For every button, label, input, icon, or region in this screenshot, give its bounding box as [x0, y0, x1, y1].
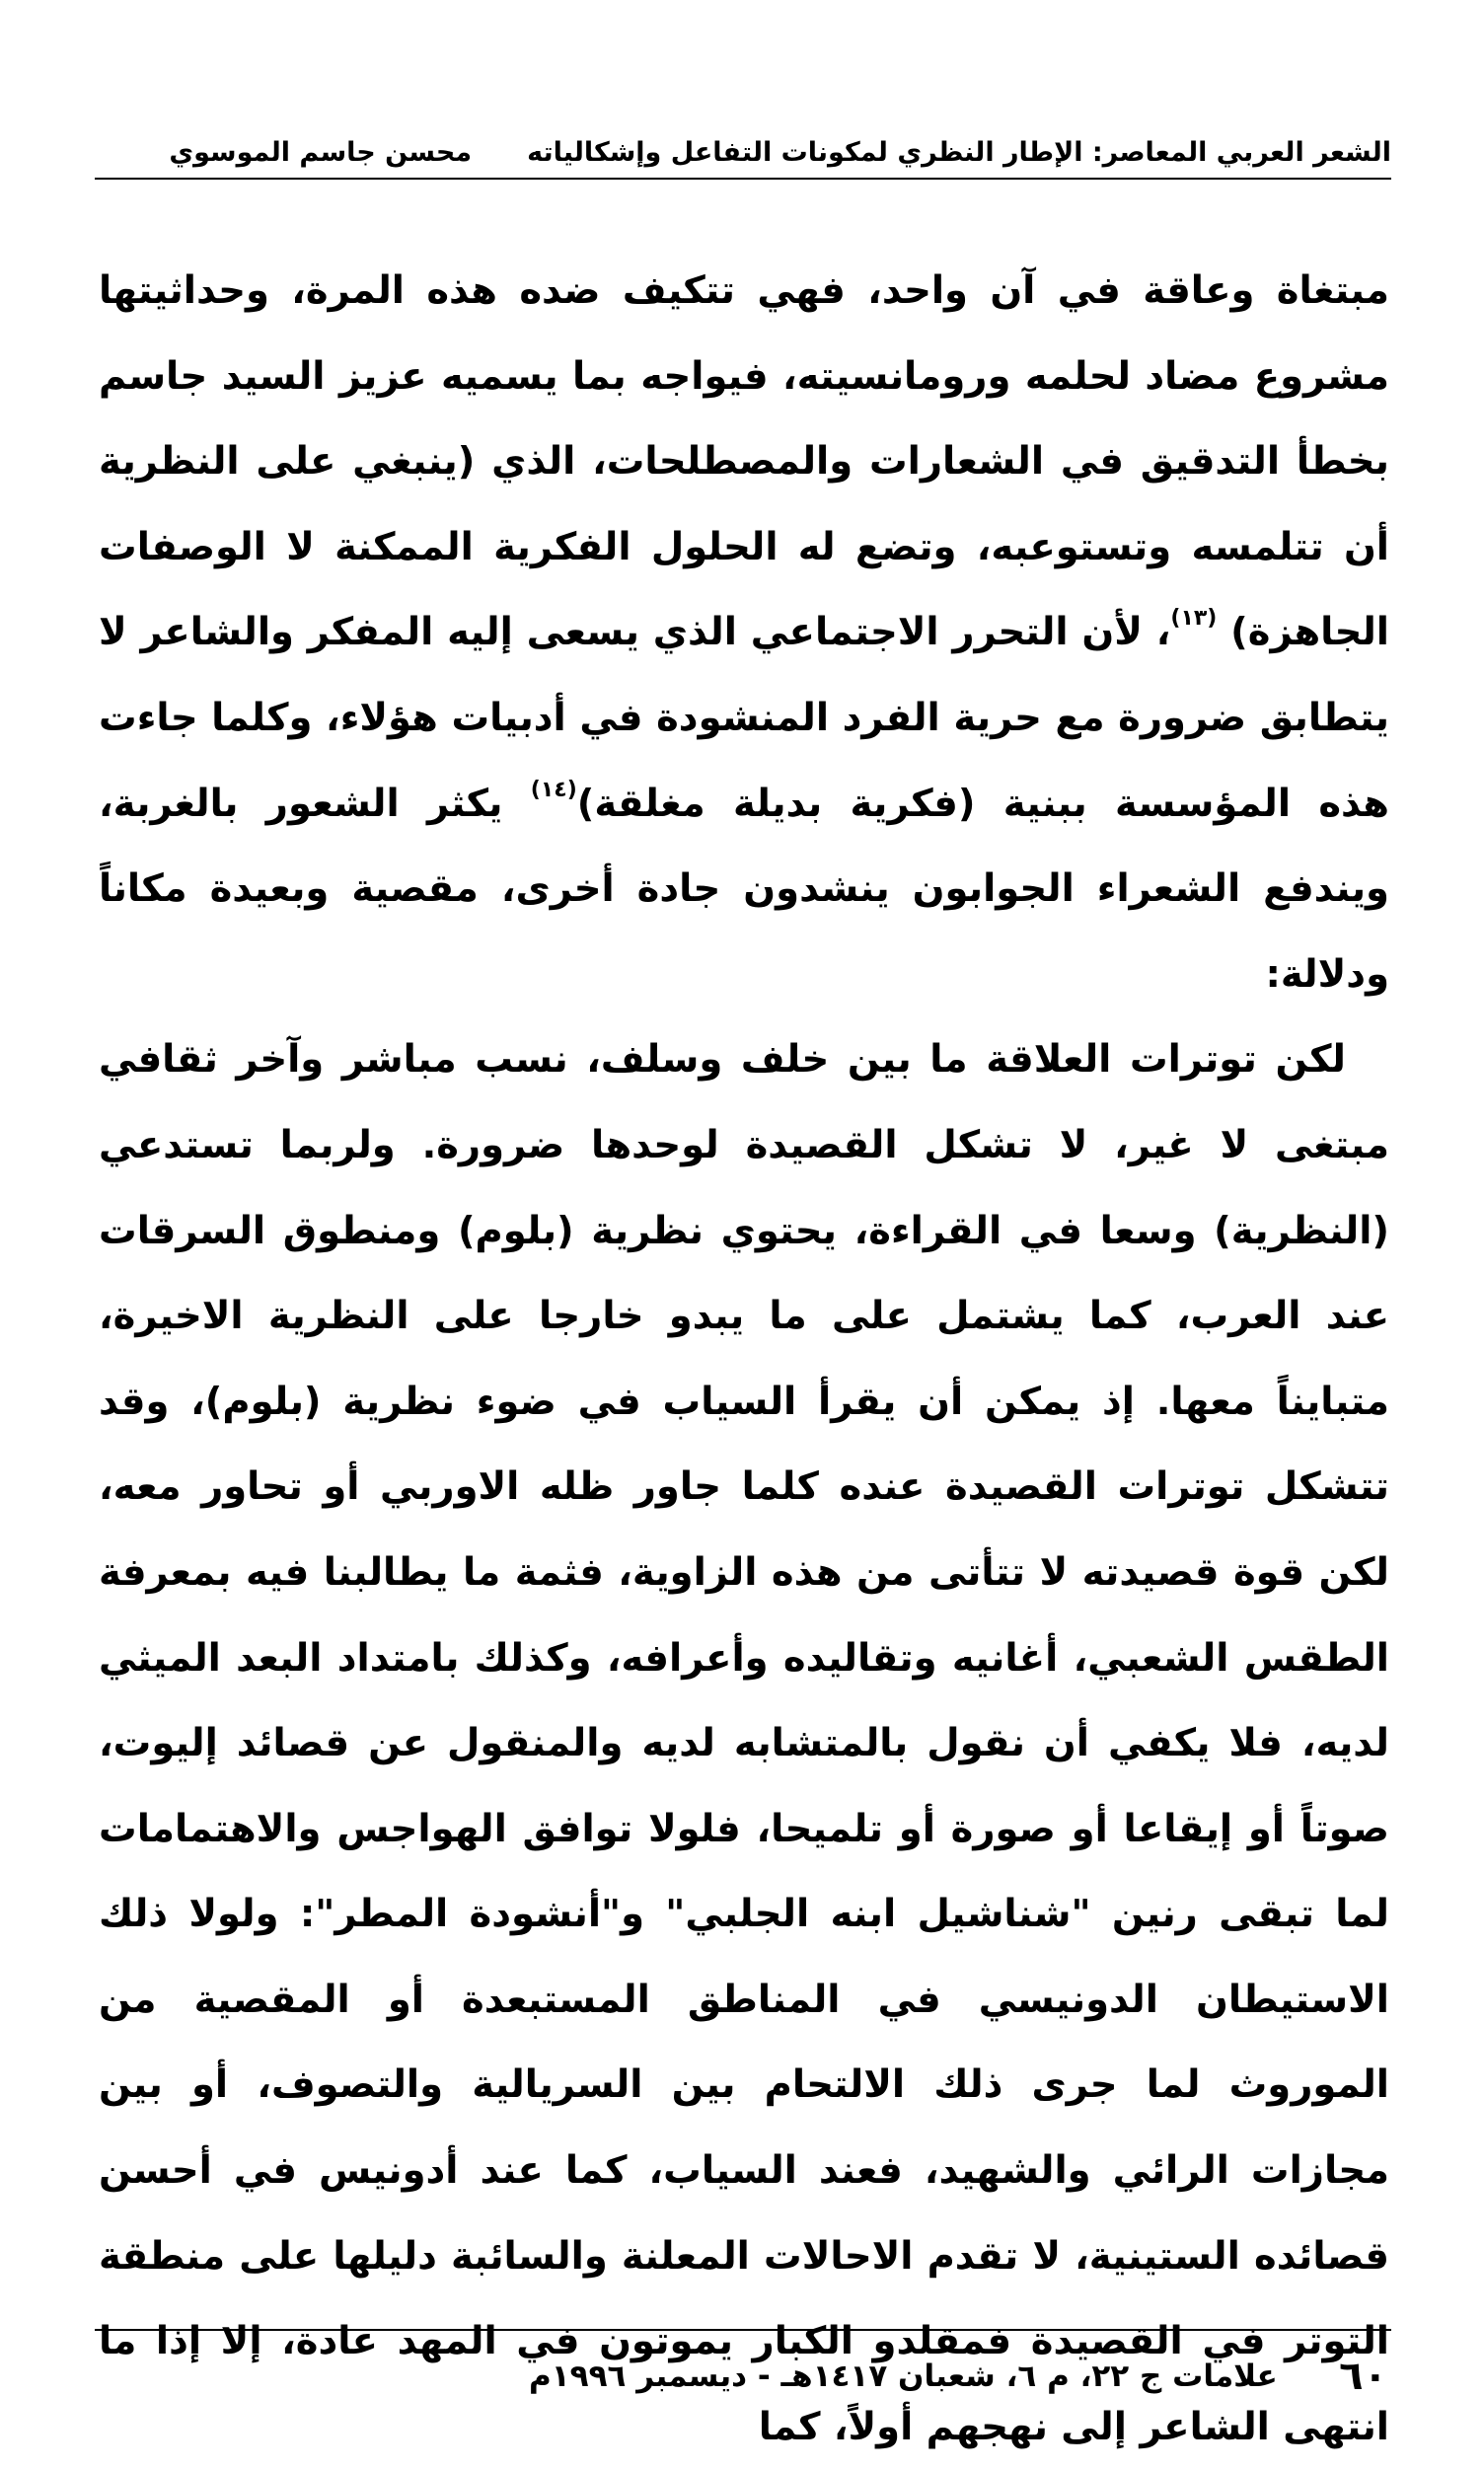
header-author: محسن جاسم الموسوي — [169, 137, 473, 168]
header-divider — [95, 178, 1391, 180]
paragraph-text: لكن توترات العلاقة ما بين خلف وسلف، نسب مباشر وآخر ثقافي مبتغى لا غير، لا تشكل القصيدة لوحدها ضرورة. ولربما تستدعي (النظرية) وسعا في القراءة، يحتوي نظرية (بلوم) ومنطوق السرقات عند العرب، كما يشتمل على ما يبدو خارجا على النظرية الاخيرة، متبايناً معها. إذ يمكن أن يقرأ السياب في ضوء نظرية (بلوم)، وقد تتشكل توترات القصيدة عنده كلما جاور ظله الاوربي أو تحاور معه، لكن قوة قصيدته لا تتأتى من هذه الزاوية، فثمة ما يطالبنا فيه بمعرفة الطقس الشعبي، أغانيه وتقاليده وأعرافه، وكذلك بامتداد البعد الميثي لديه، فلا يكفي أن نقول بالمتشابه لديه والمنقول عن قصائد إليوت، صوتاً أو إيقاعا أو صورة أو تلميحا، فلولا توافق الهواجس والاهتمامات لما تبقى رنين "شناشيل ابنه الجلبي" و"أنشودة المطر": ولولا ذلك الاستيطان الدونيسي في المناطق المستبعدة أو المقصية من الموروث لما جرى ذلك الالتحام بين السريالية والتصوف، أو بين مجازات الرائي والشهيد، فعند السياب، كما عند أدونيس في أحسن قصائده الستينية، لا تقدم الاحالات المعلنة والسائبة دليلها على منطقة التوتر في القصيدة فمقلدو الكبار يموتون في المهد عادة، إلا إذا ما انتهى الشاعر إلى نهجهم أولاً، كما — [99, 1037, 1389, 2449]
paragraph-text: يكثر الشعور بالغربة، ويندفع الشعراء الجوابون ينشدون جادة أخرى، مقصية وبعيدة مكاناً ودلالة: — [99, 781, 1389, 997]
paragraph-text: ، لأن التحرر الاجتماعي الذي يسعى إليه المفكر والشاعر لا يتطابق ضرورة مع حرية الفرد المنشودة في أدبيات هؤلاء، وكلما جاءت هذه المؤسسة ببنية (فكرية بديلة مغلقة) — [99, 610, 1389, 826]
journal-citation: علامات ج ٢٢، م ٦، شعبان ١٤١٧هـ - ديسمبر ١٩٩٦م — [529, 2358, 1278, 2394]
body-paragraph — [99, 1017, 1389, 2470]
page-footer — [95, 2347, 1391, 2406]
page-number: ٦٠ — [1339, 2354, 1387, 2399]
running-header — [95, 116, 1391, 168]
footnote-marker: (١٤) — [530, 777, 577, 802]
footnote-marker: (١٣) — [1170, 606, 1218, 632]
paragraph-text: مبتغاة وعاقة في آن واحد، فهي تتكيف ضده هذه المرة، وحداثيتها مشروع مضاد لحلمه ورومانسيته، فيواجه بما يسميه عزيز السيد جاسم بخطأ التدقيق في الشعارات والمصطلحات، الذي (ينبغي على النظرية أن تتلمسه وتستوعبه، وتضع له الحلول الفكرية الممكنة لا الوصفات الجاهزة) — [99, 268, 1389, 655]
header-title: الشعر العربي المعاصر: الإطار النظري لمكونات التفاعل وإشكالياته — [527, 137, 1391, 168]
footer-divider — [95, 2329, 1391, 2331]
body-paragraph — [99, 249, 1389, 1017]
